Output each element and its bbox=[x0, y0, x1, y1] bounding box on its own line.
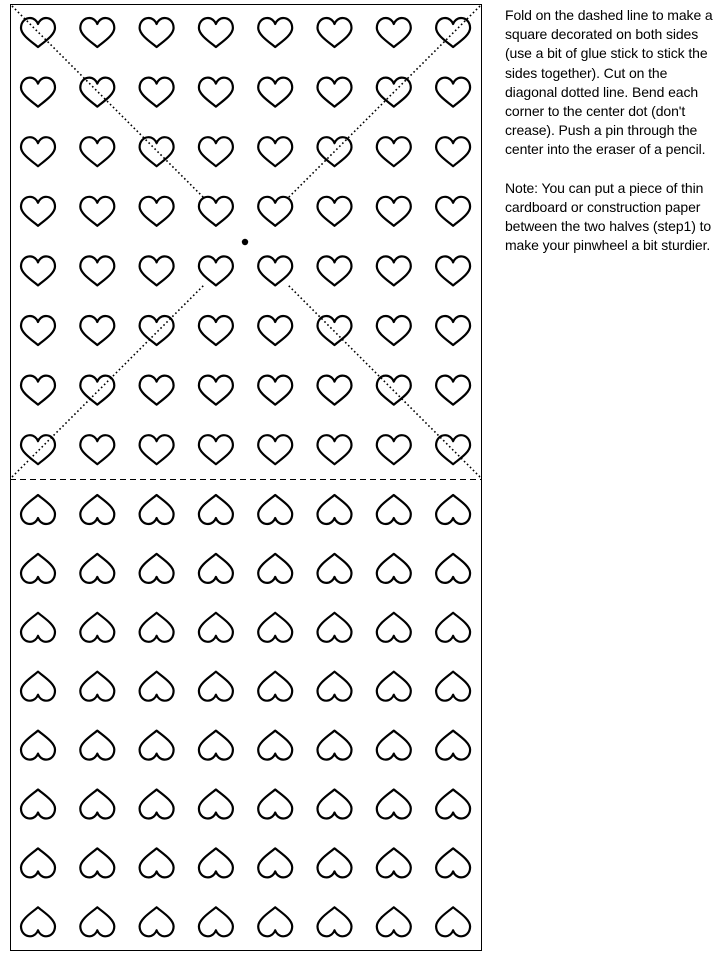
heart-outline-icon bbox=[80, 18, 114, 47]
heart-outline-icon bbox=[318, 848, 352, 877]
cut-line-bottom-left bbox=[12, 284, 205, 477]
heart-outline-icon bbox=[80, 137, 114, 166]
heart-outline-icon bbox=[199, 790, 233, 819]
heart-outline-icon bbox=[377, 316, 411, 345]
heart-outline-icon bbox=[258, 613, 292, 642]
heart-outline-icon bbox=[318, 790, 352, 819]
heart-outline-icon bbox=[21, 613, 55, 642]
heart-outline-icon bbox=[80, 672, 114, 701]
heart-outline-icon bbox=[140, 790, 174, 819]
heart-outline-icon bbox=[377, 197, 411, 226]
heart-outline-icon bbox=[258, 197, 292, 226]
heart-outline-icon bbox=[21, 790, 55, 819]
heart-outline-icon bbox=[80, 316, 114, 345]
heart-outline-icon bbox=[318, 435, 352, 464]
heart-outline-icon bbox=[377, 848, 411, 877]
heart-outline-icon bbox=[318, 731, 352, 760]
heart-outline-icon bbox=[199, 256, 233, 285]
heart-outline-icon bbox=[377, 137, 411, 166]
heart-outline-icon bbox=[436, 907, 470, 936]
heart-outline-icon bbox=[21, 256, 55, 285]
heart-outline-icon bbox=[80, 731, 114, 760]
heart-outline-icon bbox=[436, 316, 470, 345]
heart-outline-icon bbox=[377, 613, 411, 642]
heart-outline-icon bbox=[21, 197, 55, 226]
heart-outline-icon bbox=[140, 848, 174, 877]
heart-outline-icon bbox=[199, 197, 233, 226]
heart-outline-icon bbox=[258, 18, 292, 47]
heart-outline-icon bbox=[258, 256, 292, 285]
heart-outline-icon bbox=[80, 907, 114, 936]
heart-outline-icon bbox=[318, 18, 352, 47]
heart-outline-icon bbox=[258, 78, 292, 107]
heart-outline-icon bbox=[436, 554, 470, 583]
heart-outline-icon bbox=[21, 495, 55, 524]
bottom-half-hearts bbox=[21, 495, 470, 936]
heart-outline-icon bbox=[199, 495, 233, 524]
heart-outline-icon bbox=[21, 907, 55, 936]
heart-outline-icon bbox=[258, 731, 292, 760]
heart-outline-icon bbox=[140, 907, 174, 936]
heart-outline-icon bbox=[377, 435, 411, 464]
heart-outline-icon bbox=[199, 18, 233, 47]
heart-outline-icon bbox=[258, 554, 292, 583]
heart-outline-icon bbox=[199, 137, 233, 166]
heart-outline-icon bbox=[80, 495, 114, 524]
heart-outline-icon bbox=[80, 78, 114, 107]
heart-outline-icon bbox=[199, 316, 233, 345]
heart-outline-icon bbox=[377, 554, 411, 583]
heart-outline-icon bbox=[140, 613, 174, 642]
heart-outline-icon bbox=[140, 495, 174, 524]
heart-outline-icon bbox=[80, 376, 114, 405]
heart-outline-icon bbox=[258, 435, 292, 464]
heart-outline-icon bbox=[140, 731, 174, 760]
heart-outline-icon bbox=[140, 197, 174, 226]
heart-outline-icon bbox=[199, 907, 233, 936]
heart-outline-icon bbox=[258, 495, 292, 524]
heart-outline-icon bbox=[377, 495, 411, 524]
note-text: Note: You can put a piece of thin cardboard or construction paper between the two halves (step1) to make your pinwheel a bit sturdier. bbox=[505, 179, 712, 254]
heart-outline-icon bbox=[258, 137, 292, 166]
heart-outline-icon bbox=[80, 848, 114, 877]
heart-outline-icon bbox=[80, 197, 114, 226]
heart-outline-icon bbox=[436, 137, 470, 166]
heart-outline-icon bbox=[199, 848, 233, 877]
cut-line-top-right bbox=[287, 6, 480, 199]
heart-outline-icon bbox=[318, 672, 352, 701]
heart-outline-icon bbox=[318, 78, 352, 107]
heart-outline-icon bbox=[436, 18, 470, 47]
heart-outline-icon bbox=[436, 197, 470, 226]
heart-outline-icon bbox=[21, 137, 55, 166]
heart-outline-icon bbox=[377, 731, 411, 760]
heart-outline-icon bbox=[21, 316, 55, 345]
heart-outline-icon bbox=[199, 78, 233, 107]
heart-outline-icon bbox=[80, 435, 114, 464]
heart-outline-icon bbox=[436, 613, 470, 642]
heart-outline-icon bbox=[258, 672, 292, 701]
heart-outline-icon bbox=[21, 78, 55, 107]
heart-outline-icon bbox=[318, 256, 352, 285]
heart-outline-icon bbox=[436, 790, 470, 819]
heart-outline-icon bbox=[258, 848, 292, 877]
heart-outline-icon bbox=[377, 672, 411, 701]
heart-outline-icon bbox=[199, 554, 233, 583]
heart-outline-icon bbox=[80, 613, 114, 642]
heart-outline-icon bbox=[199, 376, 233, 405]
heart-outline-icon bbox=[318, 197, 352, 226]
heart-outline-icon bbox=[21, 848, 55, 877]
heart-outline-icon bbox=[140, 316, 174, 345]
heart-outline-icon bbox=[80, 256, 114, 285]
heart-outline-icon bbox=[140, 137, 174, 166]
heart-outline-icon bbox=[21, 554, 55, 583]
heart-outline-icon bbox=[436, 848, 470, 877]
heart-outline-icon bbox=[140, 18, 174, 47]
heart-outline-icon bbox=[377, 907, 411, 936]
heart-outline-icon bbox=[140, 554, 174, 583]
heart-outline-icon bbox=[21, 18, 55, 47]
heart-outline-icon bbox=[318, 495, 352, 524]
heart-outline-icon bbox=[377, 790, 411, 819]
heart-outline-icon bbox=[258, 376, 292, 405]
heart-outline-icon bbox=[21, 731, 55, 760]
heart-outline-icon bbox=[318, 613, 352, 642]
heart-outline-icon bbox=[258, 790, 292, 819]
heart-outline-icon bbox=[377, 256, 411, 285]
heart-outline-icon bbox=[199, 731, 233, 760]
heart-outline-icon bbox=[80, 554, 114, 583]
heart-outline-icon bbox=[436, 256, 470, 285]
heart-outline-icon bbox=[199, 613, 233, 642]
heart-outline-icon bbox=[318, 376, 352, 405]
heart-outline-icon bbox=[436, 672, 470, 701]
heart-outline-icon bbox=[318, 907, 352, 936]
heart-outline-icon bbox=[258, 907, 292, 936]
heart-outline-icon bbox=[377, 18, 411, 47]
instructions-panel bbox=[505, 6, 715, 255]
heart-outline-icon bbox=[140, 435, 174, 464]
heart-outline-icon bbox=[436, 376, 470, 405]
heart-outline-icon bbox=[436, 495, 470, 524]
heart-outline-icon bbox=[140, 376, 174, 405]
heart-outline-icon bbox=[80, 790, 114, 819]
instructions-text: Fold on the dashed line to make a square decorated on both sides (use a bit of glue stick to stick the sides together). Cut on the diagonal dotted line. Bend each corner to the center dot (don't crease). Push a pin through the center into the eraser of a pencil. bbox=[505, 7, 713, 158]
heart-outline-icon bbox=[318, 554, 352, 583]
cut-line-top-left bbox=[12, 6, 205, 199]
heart-outline-icon bbox=[436, 731, 470, 760]
heart-outline-icon bbox=[140, 672, 174, 701]
heart-outline-icon bbox=[140, 78, 174, 107]
heart-outline-icon bbox=[21, 376, 55, 405]
heart-outline-icon bbox=[258, 316, 292, 345]
heart-outline-icon bbox=[436, 78, 470, 107]
heart-outline-icon bbox=[21, 435, 55, 464]
center-dot bbox=[242, 239, 248, 245]
cut-line-bottom-right bbox=[287, 284, 480, 477]
heart-outline-icon bbox=[140, 256, 174, 285]
heart-outline-icon bbox=[199, 435, 233, 464]
heart-outline-icon bbox=[21, 672, 55, 701]
heart-outline-icon bbox=[199, 672, 233, 701]
